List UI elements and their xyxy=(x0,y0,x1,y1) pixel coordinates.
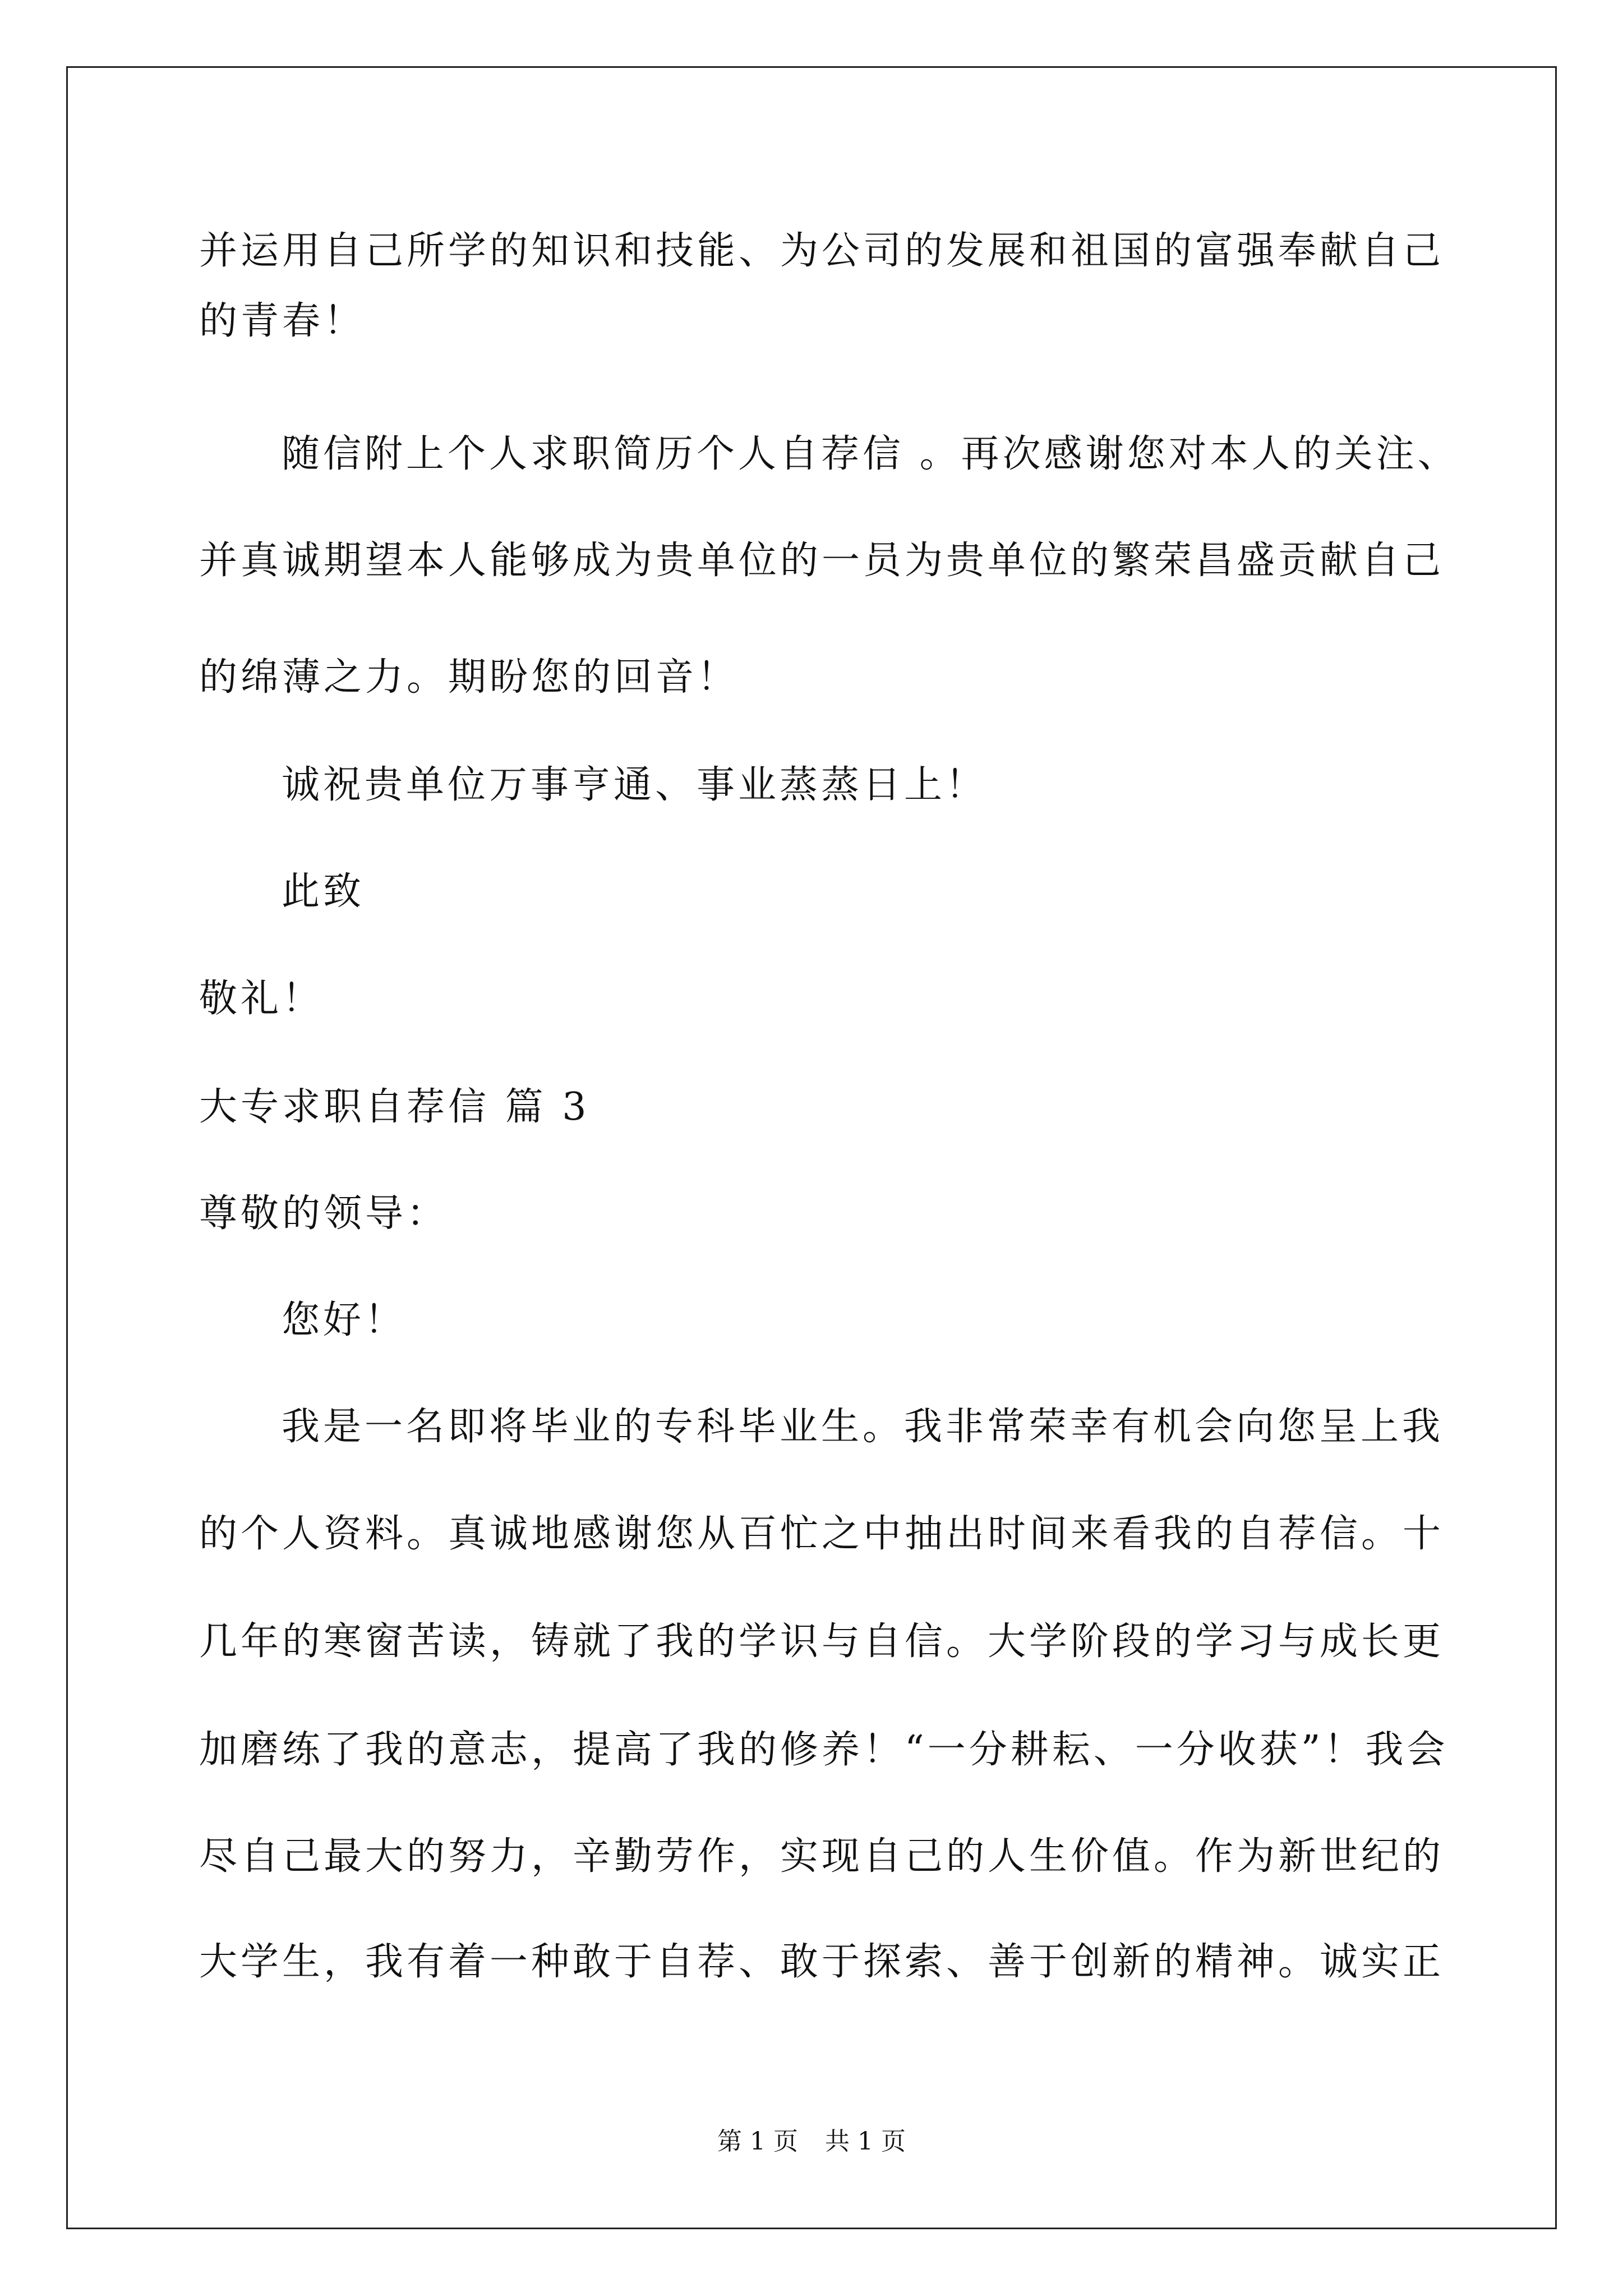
text-line-7: 此致 xyxy=(282,869,365,914)
text-line-3: 随信附上个人求职简历个人自荐信 。再次感谢您对本人的关注、 xyxy=(282,432,1459,476)
section-heading: 大专求职自荐信 篇 3 xyxy=(199,1085,590,1129)
greeting: 您好！ xyxy=(282,1298,407,1342)
page-total: 共 1 页 xyxy=(825,2127,906,2156)
text-line-1: 并运用自己所学的知识和技能、为公司的发展和祖国的富强奉献自己 xyxy=(199,229,1445,273)
page-border xyxy=(66,66,1557,2229)
text-line-12: 我是一名即将毕业的专科毕业生。我非常荣幸有机会向您呈上我 xyxy=(282,1405,1444,1449)
page-footer xyxy=(0,2125,1623,2159)
salutation: 尊敬的领导： xyxy=(199,1191,449,1236)
text-line-8: 敬礼！ xyxy=(199,977,324,1021)
text-line-6: 诚祝贵单位万事亨通、事业蒸蒸日上！ xyxy=(282,763,988,807)
text-line-17: 大学生，我有着一种敢于自荐、敢于探索、善于创新的精神。诚实正 xyxy=(199,1940,1445,1984)
text-line-13: 的个人资料。真诚地感谢您从百忙之中抽出时间来看我的自荐信。十 xyxy=(199,1512,1445,1556)
text-line-4: 并真诚期望本人能够成为贵单位的一员为贵单位的繁荣昌盛贡献自己 xyxy=(199,539,1445,583)
page-number: 第 1 页 xyxy=(717,2127,798,2156)
text-line-2: 的青春！ xyxy=(199,299,366,343)
text-line-16: 尽自己最大的努力，辛勤劳作，实现自己的人生价值。作为新世纪的 xyxy=(199,1834,1445,1879)
text-line-14: 几年的寒窗苦读，铸就了我的学识与自信。大学阶段的学习与成长更 xyxy=(199,1619,1445,1664)
text-line-5: 的绵薄之力。期盼您的回音！ xyxy=(199,655,739,700)
text-line-15: 加磨练了我的意志，提高了我的修养！“一分耕耘、一分收获”！我会 xyxy=(199,1728,1449,1772)
